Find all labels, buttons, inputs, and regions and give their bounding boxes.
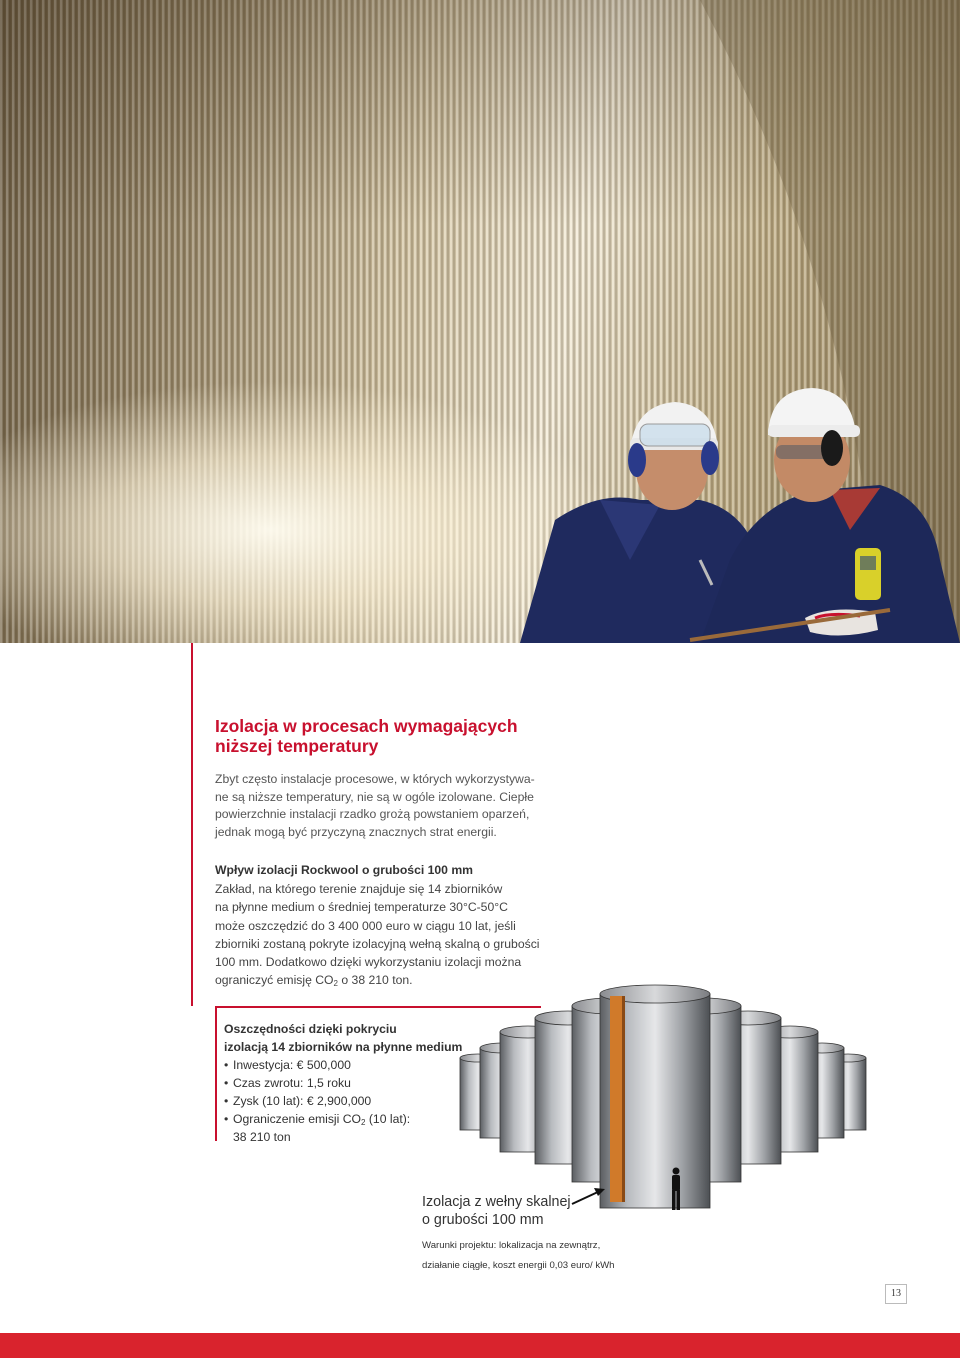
list-item: • Czas zwrotu: 1,5 roku — [224, 1074, 474, 1092]
impact-last-pre: ograniczyć emisję CO — [215, 973, 334, 988]
savings-heading: izolacją 14 zbiorników na płynne medium — [224, 1040, 463, 1054]
accent-rule-vertical — [191, 643, 193, 1006]
page-number: 13 — [885, 1284, 907, 1304]
project-conditions — [422, 1236, 662, 1275]
caption-line: o grubości 100 mm — [422, 1212, 544, 1228]
savings-heading: Oszczędności dzięki pokryciu — [224, 1022, 397, 1036]
intro-line: Zbyt często instalacje procesowe, w których wykorzystywa- — [215, 772, 535, 786]
conditions-line: Warunki projektu: lokalizacja na zewnątrz, — [422, 1240, 601, 1251]
co2-subscript: 2 — [333, 979, 338, 989]
section-title-line: niższej temperatury — [215, 736, 379, 756]
impact-line: Zakład, na którego terenie znajduje się 14 zbiorników — [215, 882, 503, 896]
savings-list — [224, 1056, 474, 1128]
intro-paragraph — [215, 771, 545, 841]
intro-line: powierzchnie instalacji rzadko grożą powstaniem oparzeń, — [215, 807, 530, 821]
workers-illustration — [0, 0, 960, 643]
impact-line: może oszczędzić do 3 400 000 euro w ciągu 10 lat, jeśli — [215, 918, 516, 933]
footer-bar — [0, 1333, 960, 1358]
impact-paragraph — [215, 880, 555, 990]
savings-box-rule — [215, 1008, 217, 1141]
section-title — [215, 716, 555, 756]
impact-line: 100 mm. Dodatkowo dzięki wykorzystaniu izolacji można — [215, 955, 522, 970]
emission-pre: Ograniczenie emisji CO — [233, 1112, 362, 1126]
intro-line: jednak mogą być przyczyną znacznych strat energii. — [215, 824, 497, 839]
list-item — [224, 1110, 474, 1128]
savings-box — [224, 1020, 474, 1146]
tank-row-front — [572, 985, 741, 1208]
impact-line: na płynne medium o średniej temperaturze 30°C-50°C — [215, 900, 508, 915]
caption-line: Izolacja z wełny skalnej — [422, 1194, 571, 1210]
conditions-line: działanie ciągłe, koszt energii 0,03 euro/ kWh — [422, 1259, 615, 1271]
illustration-caption — [422, 1193, 622, 1229]
impact-last-post: o 38 210 ton. — [337, 973, 413, 988]
intro-line: ne są niższe temperatury, nie są w ogóle izolowane. Ciepłe — [215, 789, 534, 804]
impact-heading: Wpływ izolacji Rockwool o grubości 100 mm — [215, 863, 474, 877]
emission-value: 38 210 ton — [233, 1130, 291, 1144]
co2-subscript: 2 — [361, 1118, 366, 1127]
emission-post: (10 lat): — [365, 1112, 411, 1126]
insulation-layer — [610, 996, 622, 1202]
list-item: • Inwestycja: € 500,000 — [224, 1056, 474, 1074]
hero-photo — [0, 0, 960, 643]
impact-line: zbiorniki zostaną pokryte izolacyjną wełną skalną o grubości — [215, 936, 540, 951]
section-title-line: Izolacja w procesach wymagających — [215, 716, 518, 736]
list-item: • Zysk (10 lat): € 2,900,000 — [224, 1092, 474, 1110]
